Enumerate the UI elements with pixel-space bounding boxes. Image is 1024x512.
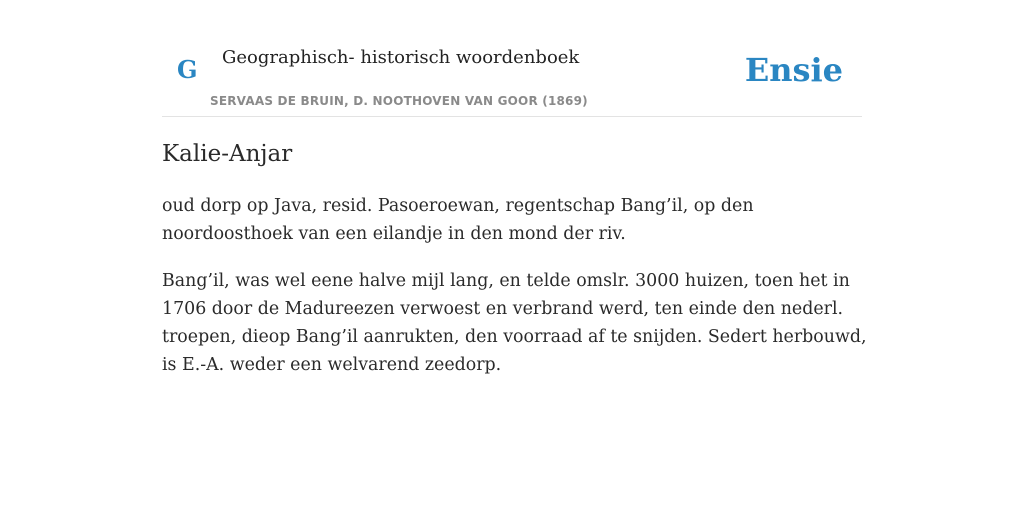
dictionary-logo-letter[interactable]: G bbox=[177, 55, 198, 84]
entry-title: Kalie-Anjar bbox=[162, 141, 293, 167]
entry-body bbox=[162, 192, 868, 398]
dictionary-title-link[interactable]: Geographisch- historisch woordenboek bbox=[222, 47, 580, 68]
entry-paragraph: Bang’il, was wel eene halve mijl lang, en telde omslr. 3000 huizen, toen het in 1706 door de Madureezen verwoest en verbrand werd, ten einde den nederl. troepen, dieop Bang’il aanrukten, den voorraad af te snijden. Sedert herbouwd, is E.-A. weder een welvarend zeedorp. bbox=[162, 271, 867, 375]
ensie-logo[interactable]: Ensie bbox=[744, 51, 843, 89]
dictionary-authors: SERVAAS DE BRUIN, D. NOOTHOVEN VAN GOOR (1869) bbox=[210, 94, 588, 108]
entry-paragraph: oud dorp op Java, resid. Pasoeroewan, regentschap Bang’il, op den noordoosthoek van een eilandje in den mond der riv. bbox=[162, 196, 754, 244]
dictionary-header bbox=[162, 0, 862, 117]
